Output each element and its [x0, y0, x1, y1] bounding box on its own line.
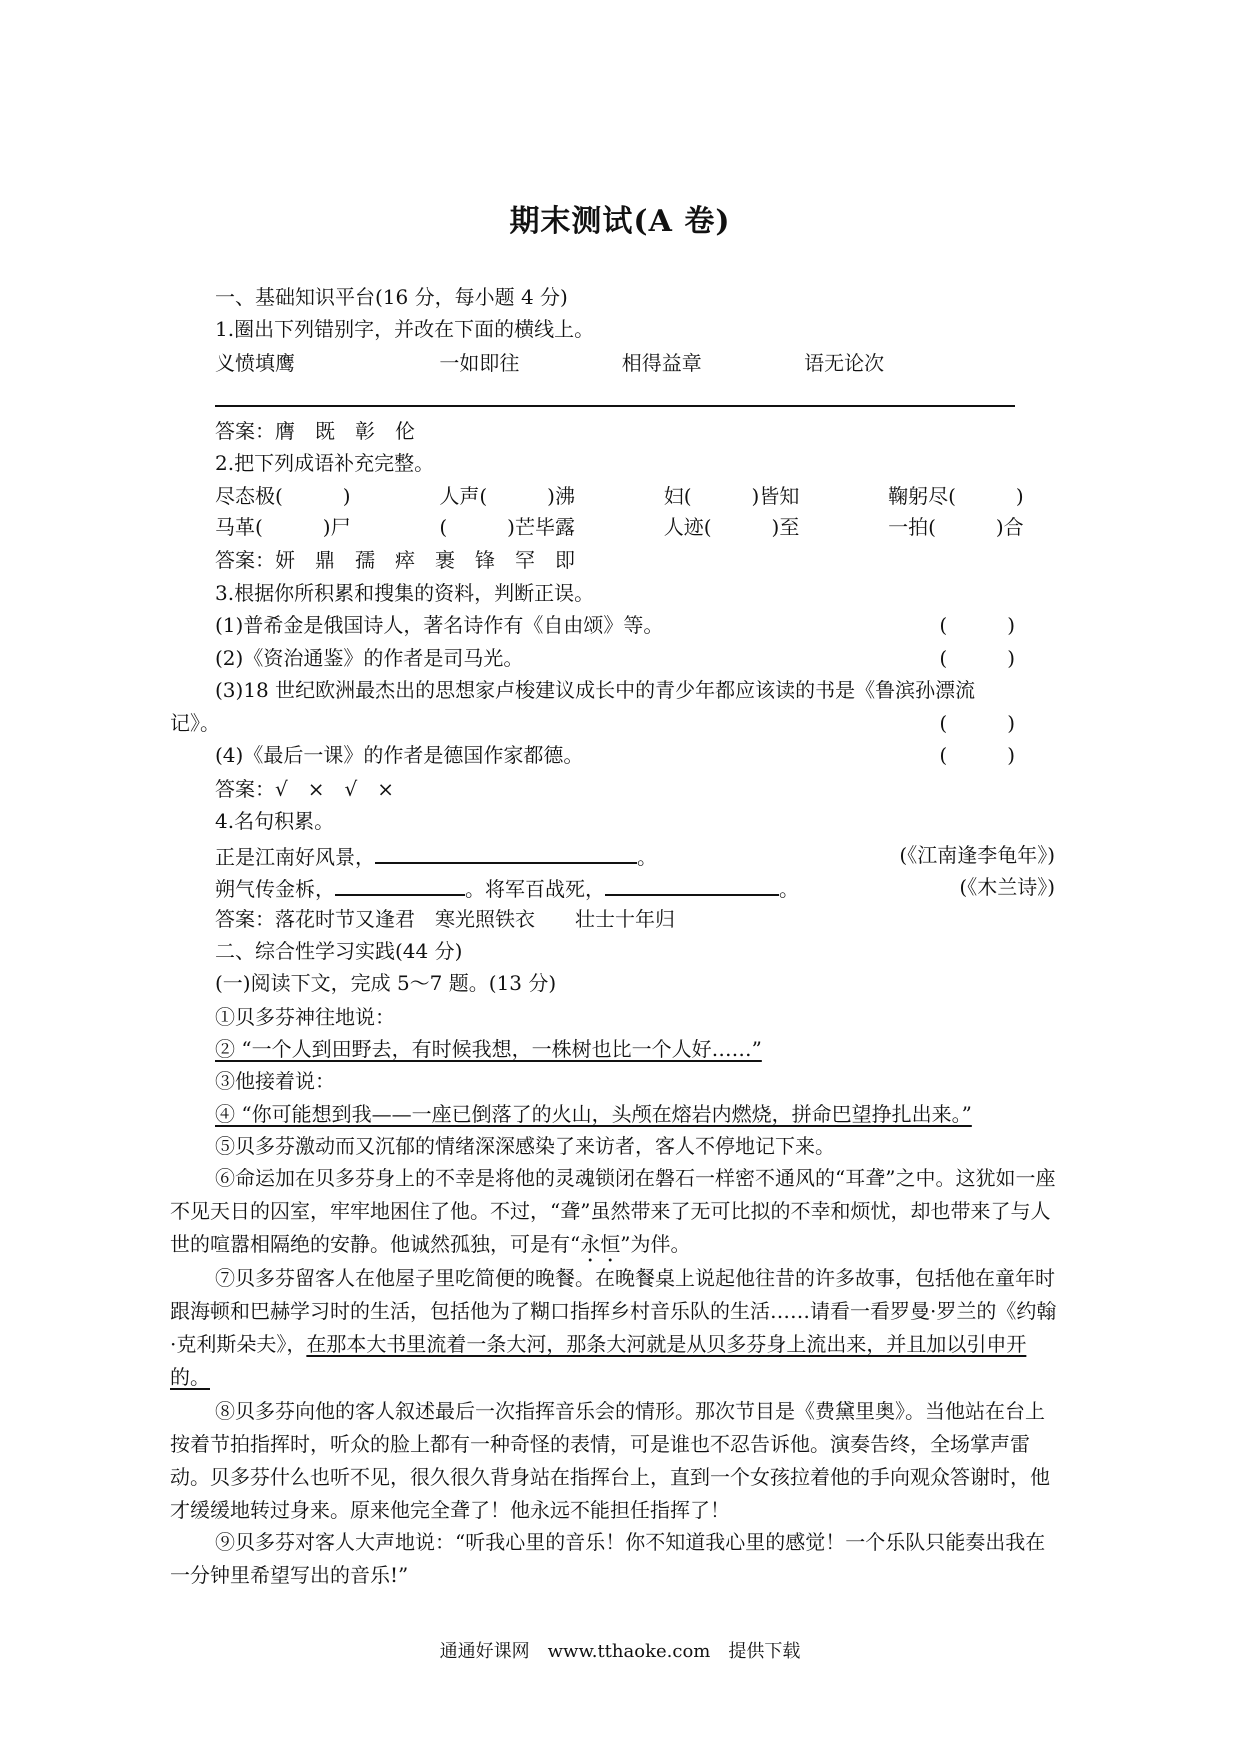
- q3-prompt: 3.根据你所积累和搜集的资料，判断正误。: [215, 581, 595, 605]
- idiom-item: 尽态极( ): [215, 484, 351, 508]
- q1-answer-line: [215, 405, 1015, 407]
- paragraph-text: ⑥命运加在贝多芬身上的不幸是将他的灵魂锁闭在磐石一样密不通风的“耳聋”之中。这犹如一座不见天日的囚室，牢牢地困住了他。不过，“聋”虽然带来了无可比拟的不幸和烦忧，却也带来了与人世的喧嚣相隔绝的安静。他诚然孤独，可是有“: [170, 1166, 1056, 1256]
- paragraph-7: [170, 1262, 1060, 1394]
- fill-blank[interactable]: [605, 874, 779, 896]
- footer-credit: 通通好课网 www.tthaoke.com 提供下载: [439, 1641, 801, 1662]
- q4-text: 朔气传金柝，: [215, 877, 335, 901]
- q1-word: 一如即往: [439, 351, 520, 375]
- q3-item-text: (2)《资治通鉴》的作者是司马光。: [215, 646, 524, 670]
- q1-prompt: 1.圈出下列错别字，并改在下面的横线上。: [215, 317, 595, 341]
- answer-bracket: ( ): [939, 646, 1015, 670]
- fill-blank[interactable]: [335, 874, 465, 896]
- q3-item-text: 记》。: [170, 711, 220, 735]
- q4-line2: [215, 874, 1055, 902]
- paragraph: ⑤贝多芬激动而又沉郁的情绪深深感染了来访者，客人不停地记下来。: [215, 1134, 835, 1158]
- reading-subheader: (一)阅读下文，完成 5～7 题。(13 分): [215, 971, 557, 995]
- q4-text: 。: [637, 845, 657, 869]
- q3-item-text: (3)18 世纪欧洲最杰出的思想家卢梭建议成长中的青少年都应该读的书是《鲁滨孙漂流: [215, 678, 976, 702]
- q3-item-text: (1)普希金是俄国诗人，著名诗作有《自由颂》等。: [215, 613, 664, 637]
- q2-answer: 答案：妍 鼎 孺 瘁 裹 锋 罕 即: [215, 548, 575, 572]
- underlined-sentence: 在那本大书里流着一条大河，那条大河就是从贝多芬身上流出来，并且加以引申开的。: [170, 1332, 1027, 1389]
- q1-answer: 答案：膺 既 彰 伦: [215, 419, 415, 443]
- page-title: 期末测试(A 卷): [509, 204, 731, 239]
- idiom-item: 一拍( )合: [888, 515, 1024, 539]
- paragraph-underlined: ④ “你可能想到我——一座已倒落了的火山，头颅在熔岩内燃烧，拼命巴望挣扎出来。”: [215, 1102, 972, 1126]
- q3-item-text: (4)《最后一课》的作者是德国作家都德。: [215, 743, 584, 767]
- q4-source: (《江南逢李龟年》): [899, 843, 1055, 867]
- answer-bracket: ( ): [939, 711, 1015, 735]
- fill-blank[interactable]: [375, 842, 637, 864]
- q1-word: 语无论次: [804, 351, 885, 375]
- paragraph: ③他接着说：: [215, 1069, 335, 1093]
- q1-word: 义愤填鹰: [215, 351, 295, 375]
- q4-prompt: 4.名句积累。: [215, 809, 335, 833]
- q3-item: [170, 710, 1055, 736]
- paragraph-6: [170, 1162, 1060, 1267]
- paragraph-text: ”为伴。: [620, 1232, 691, 1256]
- paragraph-underlined: ② “一个人到田野去，有时候我想，一株树也比一个人好……”: [215, 1037, 762, 1061]
- idiom-item: 妇( )皆知: [663, 484, 800, 508]
- paragraph: ①贝多芬神往地说：: [215, 1005, 395, 1029]
- paragraph-text: ⑦贝多芬留客人在他屋子里吃简便的晚餐。在晚餐桌上说起他往昔的许多故事，包括他在童年时跟海顿和巴赫学习时的生活，包括他为了糊口指挥乡村音乐队的生活……请看一看罗曼·罗兰的《约翰·克利斯朵夫》，: [170, 1266, 1057, 1356]
- q2-row1: [215, 483, 1024, 509]
- section1-header: 一、基础知识平台(16 分，每小题 4 分): [215, 285, 568, 309]
- paragraph-9: ⑨贝多芬对客人大声地说：“听我心里的音乐！你不知道我心里的感觉！一个乐队只能奏出我在一分钟里希望写出的音乐!”: [170, 1530, 1046, 1587]
- dotted-word: 永恒: [580, 1232, 621, 1256]
- idiom-item: 马革( )尸: [215, 515, 351, 539]
- q4-line1: [215, 842, 1055, 870]
- q4-source: (《木兰诗》): [959, 875, 1055, 899]
- answer-bracket: ( ): [939, 613, 1015, 637]
- q2-prompt: 2.把下列成语补充完整。: [215, 451, 435, 475]
- q1-word: 相得益章: [621, 351, 702, 375]
- answer-bracket: ( ): [939, 743, 1015, 767]
- q3-item: [215, 742, 1055, 768]
- q3-item: [215, 612, 1055, 638]
- idiom-item: 人声( )沸: [439, 484, 575, 508]
- paragraph-8: ⑧贝多芬向他的客人叙述最后一次指挥音乐会的情形。那次节目是《费黛里奥》。当他站在台上按着节拍指挥时，听众的脸上都有一种奇怪的表情，可是谁也不忍告诉他。演奏告终，全场掌声雷动。贝多芬什么也听不见，很久很久背身站在指挥台上，直到一个女孩拉着他的手向观众答谢时，他才缓缓地转过身来。原来他完全聋了！他永远不能担任指挥了！: [170, 1399, 1050, 1522]
- q4-text: 。将军百战死，: [465, 877, 605, 901]
- section2-header: 二、综合性学习实践(44 分): [215, 939, 463, 963]
- q4-text: 。: [779, 877, 799, 901]
- q1-words: [215, 350, 884, 376]
- q4-text: 正是江南好风景，: [215, 845, 375, 869]
- q2-row2: [215, 514, 1024, 540]
- idiom-item: 鞠躬尽( ): [888, 484, 1024, 508]
- q4-answer: 答案：落花时节又逢君 寒光照铁衣 壮士十年归: [215, 907, 675, 931]
- q3-answer: 答案：√ × √ ×: [215, 777, 395, 801]
- q3-item: [215, 645, 1055, 671]
- idiom-item: ( )芒毕露: [439, 515, 575, 539]
- idiom-item: 人迹( )至: [663, 515, 800, 539]
